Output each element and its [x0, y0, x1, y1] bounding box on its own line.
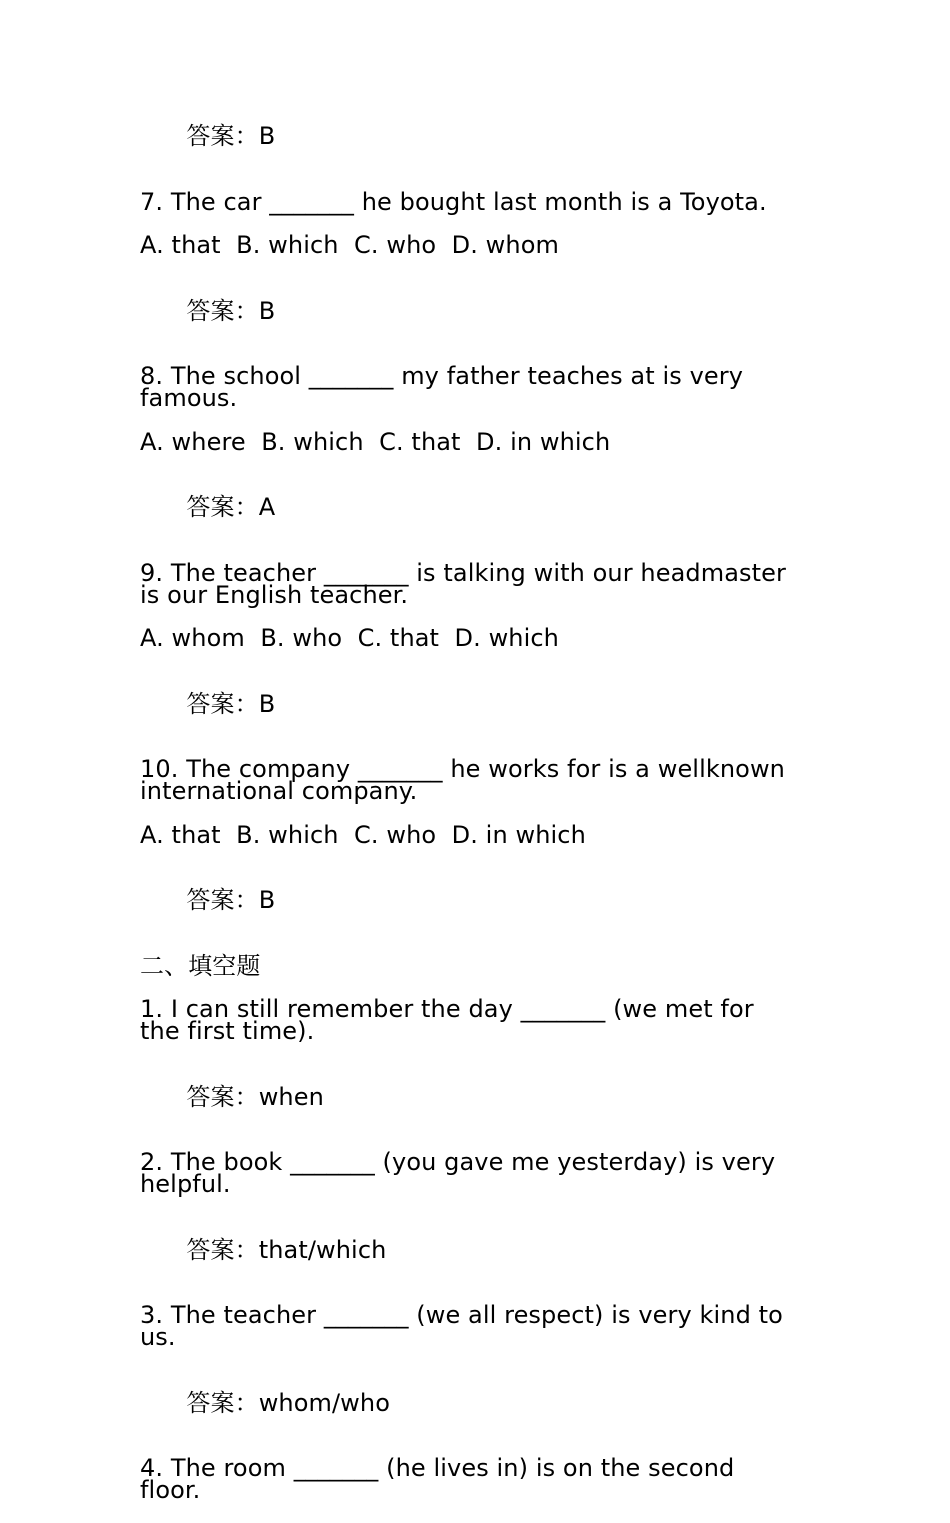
answer-value: B	[258, 296, 276, 325]
answer-line	[140, 1217, 800, 1283]
answer-line	[140, 474, 800, 540]
fill-question-4: 4. The room _______ (he lives in) is on the second floor.	[140, 1454, 743, 1504]
fill-question-1: 1. I can still remember the day _______ (we met for the first time).	[140, 995, 762, 1045]
options-7: A. that B. which C. who D. whom	[140, 231, 559, 259]
answer-value: that/which	[258, 1235, 387, 1264]
answer-value: B	[258, 122, 276, 150]
question-10: 10. The company _______ he works for is a wellknown international company.	[140, 755, 793, 805]
answer-value: whom/who	[258, 1388, 390, 1417]
answer-line	[140, 1370, 800, 1436]
options-9: A. whom B. who C. that D. which	[140, 624, 559, 652]
answer-line	[140, 278, 800, 344]
answer-label: 答案：	[186, 886, 259, 914]
answer-label: 答案：	[186, 1388, 259, 1417]
answer-line	[140, 671, 800, 737]
answer-line	[140, 103, 800, 169]
question-9: 9. The teacher _______ is talking with our headmaster is our English teacher.	[140, 558, 794, 609]
question-7: 7. The car _______ he bought last month is a Toyota.	[140, 187, 767, 216]
answer-label: 答案：	[186, 493, 259, 521]
fill-question-3: 3. The teacher _______ (we all respect) is very kind to us.	[140, 1301, 791, 1351]
answer-value: A	[258, 493, 276, 521]
answer-label: 答案：	[186, 296, 259, 325]
options-8: A. where B. which C. that D. in which	[140, 427, 611, 456]
fill-question-2: 2. The book _______ (you gave me yesterday) is very helpful.	[140, 1148, 783, 1198]
answer-value: when	[258, 1082, 324, 1111]
answer-label: 答案：	[186, 1235, 259, 1264]
answer-value: B	[258, 886, 276, 914]
document-content	[140, 103, 800, 1523]
answer-label: 答案：	[186, 1082, 259, 1111]
section-heading: 二、填空题	[140, 951, 261, 980]
question-8: 8. The school _______ my father teaches at is very famous.	[140, 362, 751, 412]
answer-line	[140, 1064, 800, 1130]
answer-label: 答案：	[186, 122, 259, 150]
answer-value: B	[258, 689, 276, 718]
answer-line	[140, 867, 800, 933]
options-10: A. that B. which C. who D. in which	[140, 820, 586, 849]
answer-label: 答案：	[186, 689, 259, 718]
